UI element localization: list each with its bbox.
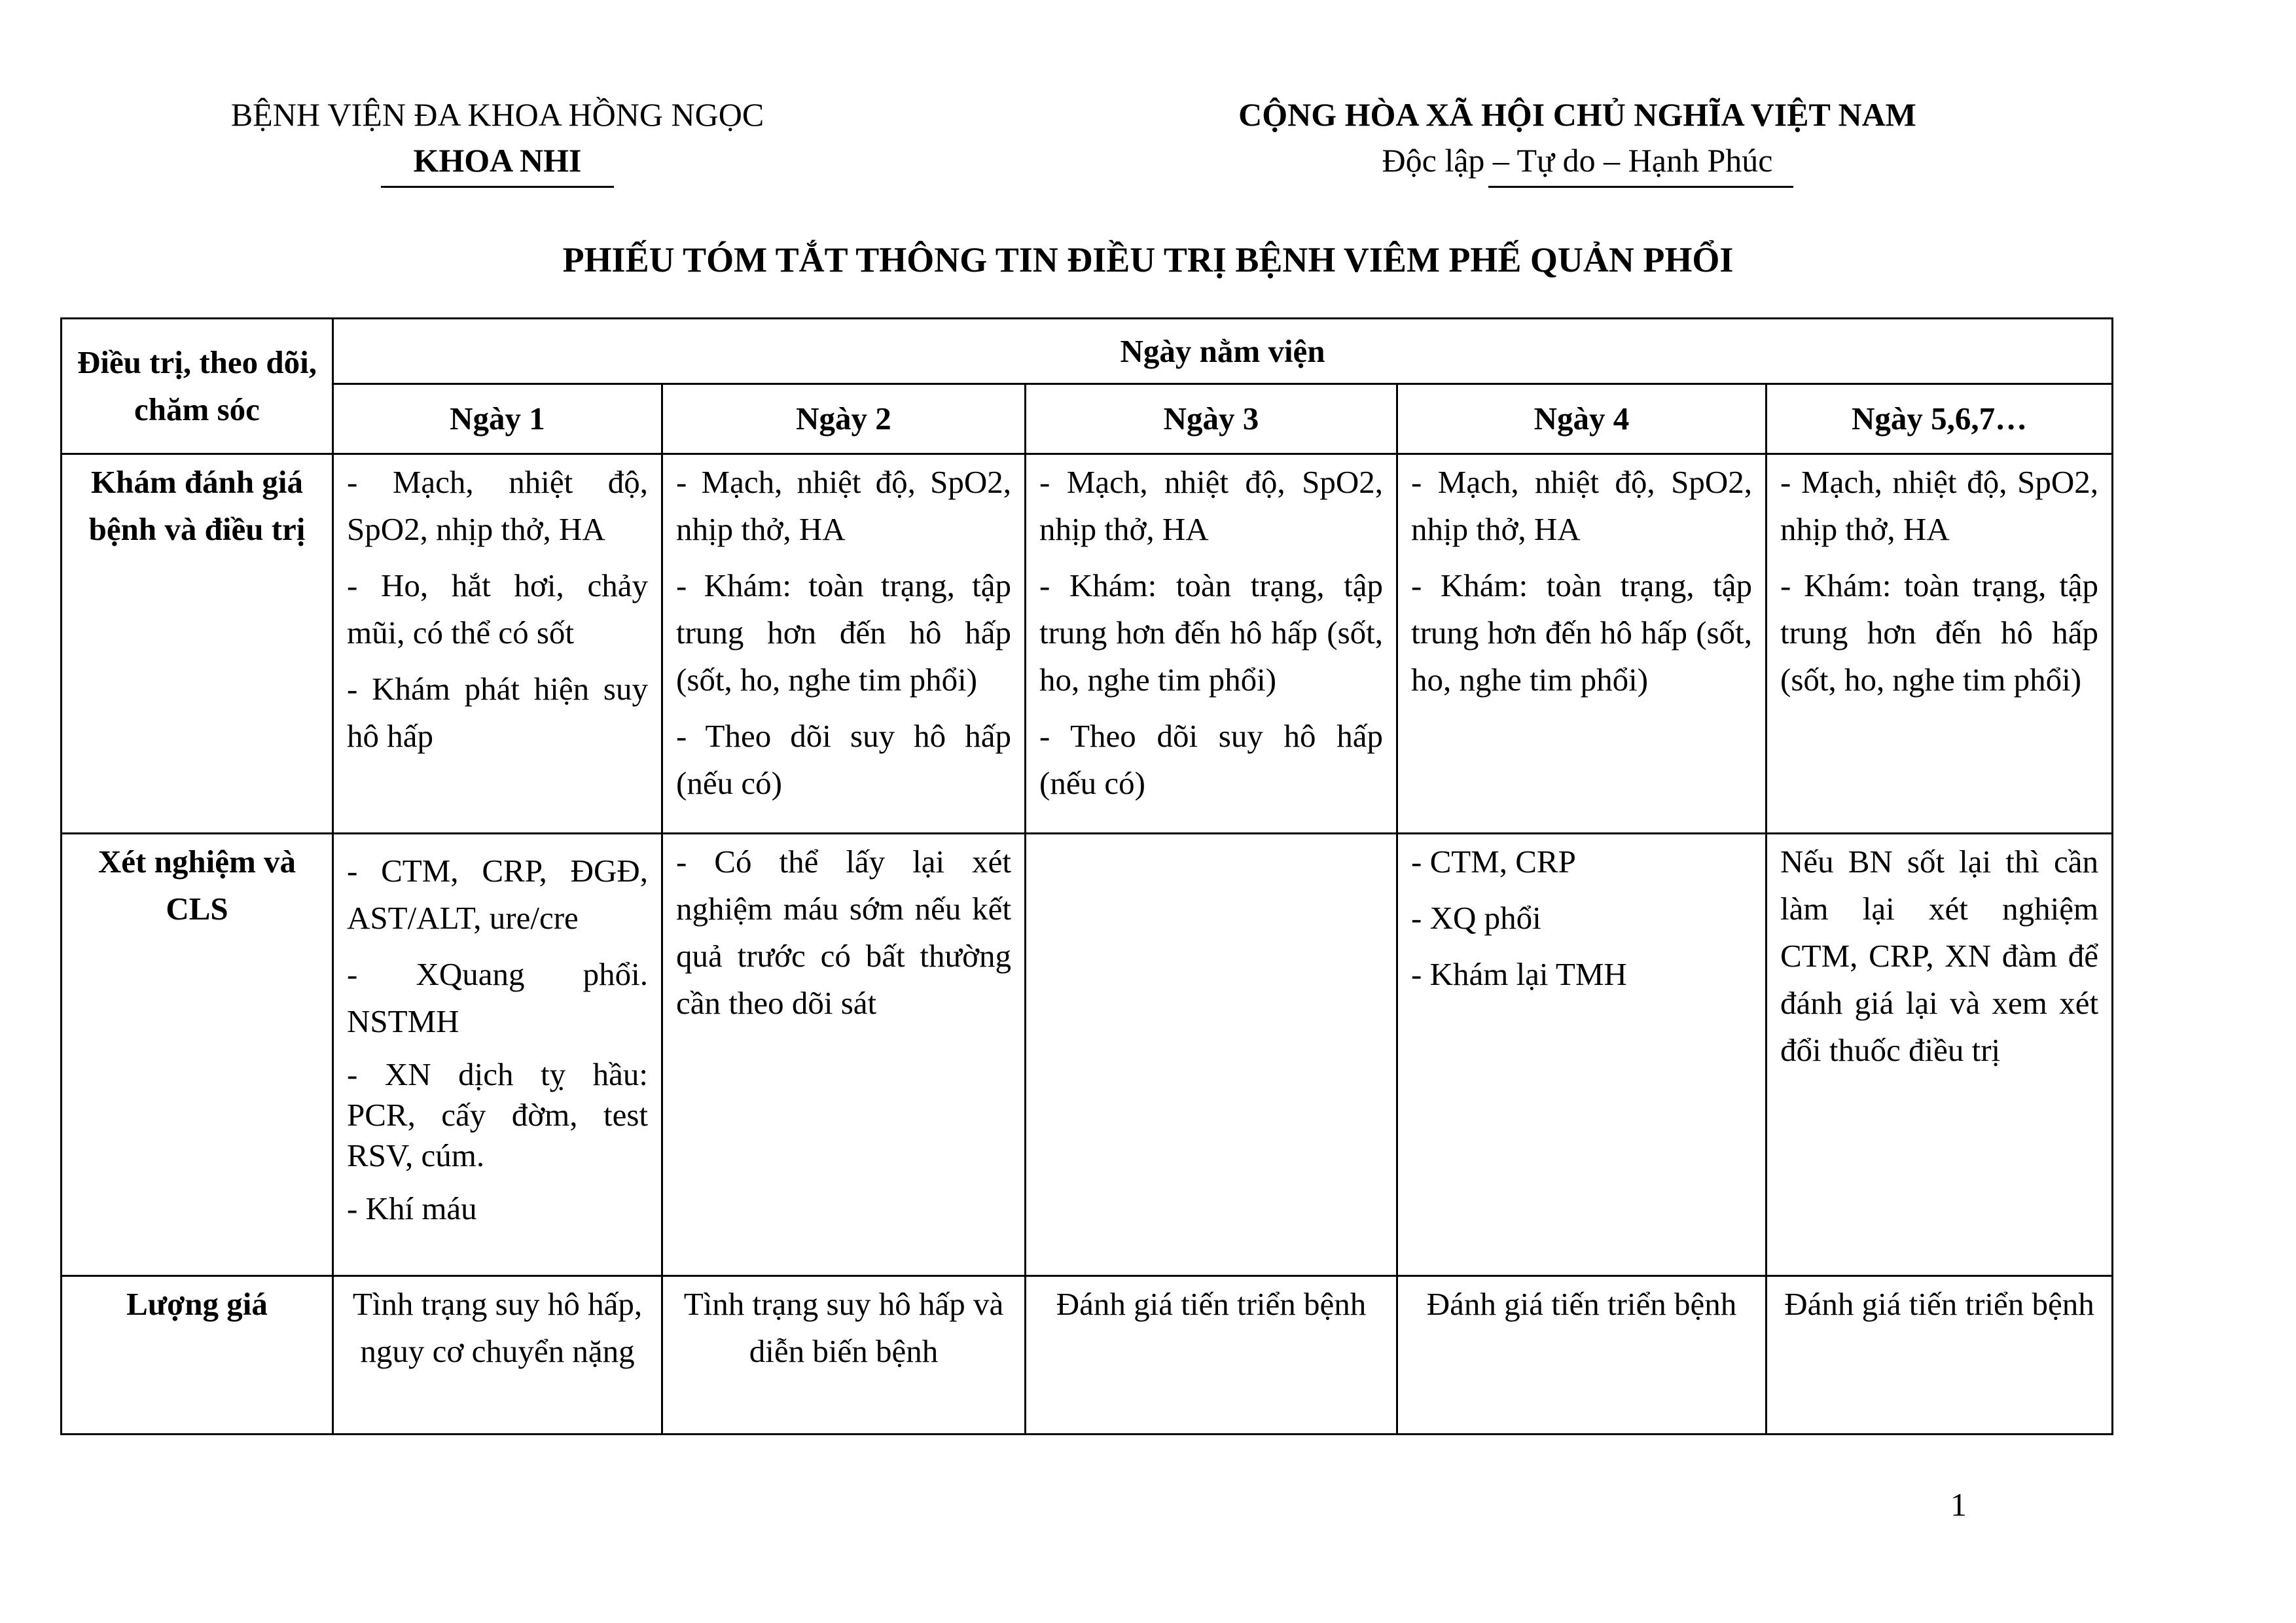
table-cell <box>333 834 662 1276</box>
cell-line: - Theo dõi suy hô hấp (nếu có) <box>1039 718 1383 801</box>
day-header: Ngày 2 <box>662 384 1026 454</box>
cell-line: Nếu BN sốt lại thì cần làm lại xét nghiệm CTM, CRP, XN đàm để đánh giá lại và xem xét đổi thuốc điều trị <box>1780 844 2099 1068</box>
cell-line: - Khí máu <box>347 1190 477 1226</box>
day-header: Ngày 3 <box>1026 384 1397 454</box>
row-label: Khám đánh giá bệnh và điều trị <box>62 454 333 834</box>
cell-line: - Có thể lấy lại xét nghiệm máu sớm nếu kết quả trước có bất thường cần theo dõi sát <box>676 844 1011 1021</box>
day-header: Ngày 5,6,7… <box>1767 384 2113 454</box>
cell-line: Đánh giá tiến triển bệnh <box>1056 1286 1367 1322</box>
header-right <box>1185 92 1970 188</box>
cell-line: Tình trạng suy hô hấp, nguy cơ chuyển nặng <box>352 1286 643 1369</box>
cell-line: - XQuang phổi. NSTMH <box>347 956 648 1039</box>
treatment-summary-table <box>60 317 2113 1435</box>
table-cell <box>333 1276 662 1435</box>
row-label: Xét nghiệm và CLS <box>62 834 333 1276</box>
table-cell <box>1397 454 1767 834</box>
department-name: KHOA NHI <box>413 142 582 179</box>
table-cell <box>662 1276 1026 1435</box>
table-cell <box>1767 1276 2113 1435</box>
table-cell <box>1026 454 1397 834</box>
table-cell <box>662 454 1026 834</box>
cell-line: - XN dịch tỵ hầu: PCR, cấy đờm, test RSV, cúm. <box>347 1056 648 1173</box>
group-header: Ngày nằm viện <box>333 319 2113 384</box>
table-cell <box>1026 834 1397 1276</box>
table-row <box>62 1276 2113 1435</box>
cell-line: - Mạch, nhiệt độ, SpO2, nhịp thở, HA <box>347 464 648 547</box>
cell-line: - Khám lại TMH <box>1411 956 1627 992</box>
day-header: Ngày 4 <box>1397 384 1767 454</box>
cell-line: - Theo dõi suy hô hấp (nếu có) <box>676 718 1011 801</box>
table-cell <box>662 834 1026 1276</box>
cell-line: - Khám: toàn trạng, tập trung hơn đến hô hấp (sốt, ho, nghe tim phổi) <box>1039 567 1383 698</box>
header-left <box>164 92 831 188</box>
cell-line: - Mạch, nhiệt độ, SpO2, nhịp thở, HA <box>1411 464 1752 547</box>
cell-line: - Khám: toàn trạng, tập trung hơn đến hô hấp (sốt, ho, nghe tim phổi) <box>676 567 1011 698</box>
table-cell <box>1397 834 1767 1276</box>
cell-line: Tình trạng suy hô hấp và diễn biến bệnh <box>683 1286 1004 1369</box>
cell-line: Đánh giá tiến triển bệnh <box>1426 1286 1737 1322</box>
cell-line: - Mạch, nhiệt độ, SpO2, nhịp thở, HA <box>1780 464 2099 547</box>
cell-line: - XQ phổi <box>1411 900 1541 936</box>
table-cell <box>333 454 662 834</box>
table-cell <box>1767 454 2113 834</box>
hospital-name: BỆNH VIỆN ĐA KHOA HỒNG NGỌC <box>230 96 764 133</box>
cell-line: - Khám: toàn trạng, tập trung hơn đến hô hấp (sốt, ho, nghe tim phổi) <box>1780 567 2099 698</box>
country-name: CỘNG HÒA XÃ HỘI CHỦ NGHĨA VIỆT NAM <box>1238 96 1916 133</box>
table-cell <box>1026 1276 1397 1435</box>
document-title: PHIẾU TÓM TẮT THÔNG TIN ĐIỀU TRỊ BỆNH VIÊM PHẾ QUẢN PHỔI <box>562 240 1734 279</box>
cell-line: - CTM, CRP, ĐGĐ, AST/ALT, ure/cre <box>347 853 648 936</box>
day-header: Ngày 1 <box>333 384 662 454</box>
divider <box>1488 186 1793 188</box>
cell-line: - CTM, CRP <box>1411 844 1576 880</box>
table-row <box>62 834 2113 1276</box>
table-row <box>62 454 2113 834</box>
page-number: 1 <box>1950 1486 1967 1523</box>
corner-header: Điều trị, theo dõi, chăm sóc <box>62 319 333 454</box>
cell-line: - Khám phát hiện suy hô hấp <box>347 671 648 754</box>
cell-line: Đánh giá tiến triển bệnh <box>1784 1286 2094 1322</box>
row-label: Lượng giá <box>62 1276 333 1435</box>
cell-line: - Khám: toàn trạng, tập trung hơn đến hô hấp (sốt, ho, nghe tim phổi) <box>1411 567 1752 698</box>
table-cell <box>1397 1276 1767 1435</box>
divider <box>381 186 614 188</box>
table-cell <box>1767 834 2113 1276</box>
motto: Độc lập – Tự do – Hạnh Phúc <box>1382 142 1773 179</box>
cell-line: - Mạch, nhiệt độ, SpO2, nhịp thở, HA <box>676 464 1011 547</box>
cell-line: - Ho, hắt hơi, chảy mũi, có thể có sốt <box>347 567 648 651</box>
cell-line: - Mạch, nhiệt độ, SpO2, nhịp thở, HA <box>1039 464 1383 547</box>
